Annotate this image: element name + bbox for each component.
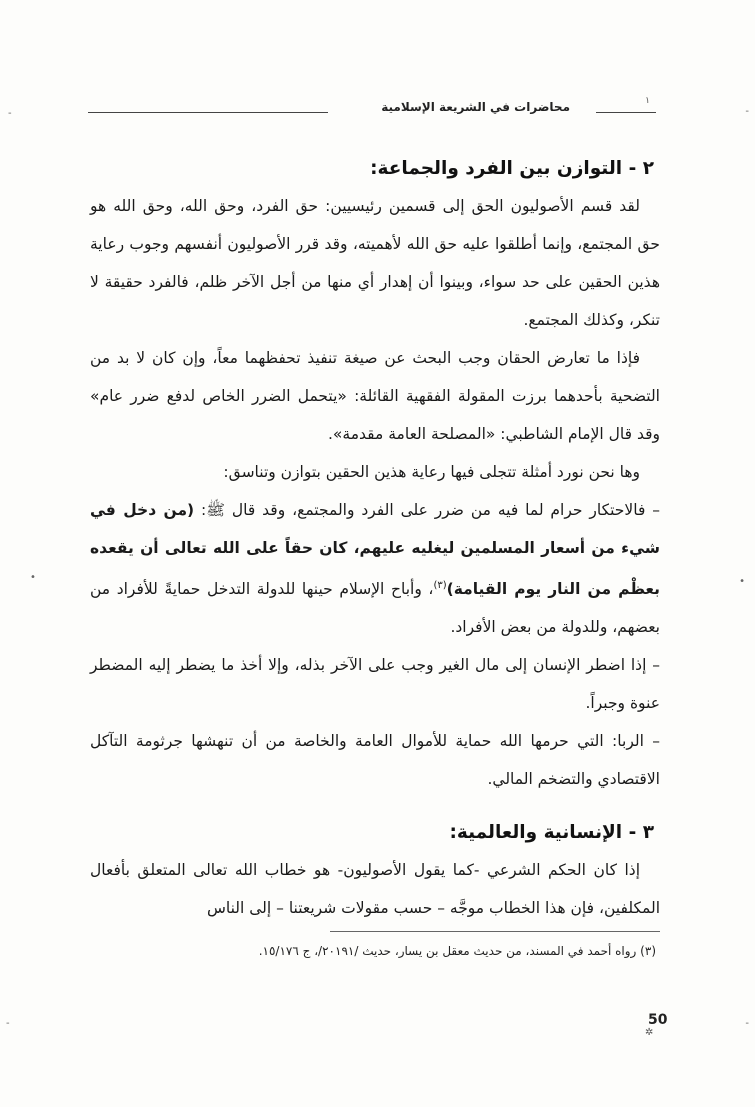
section-heading-humanity: ٣ - الإنسانية والعالمية: <box>449 822 654 844</box>
page-ornament-icon: ✲ <box>645 1027 654 1038</box>
margin-tick-icon: - <box>745 106 749 117</box>
margin-tick-icon: - <box>745 1018 749 1029</box>
margin-tick-icon: - <box>8 108 12 119</box>
paragraph-conflict: فإذا ما تعارض الحقان وجب البحث عن صيغة تنفيذ تحفظهما معاً، وإن كان لا بد من التضحية بأحدهما برزت المقولة الفقهية القائلة: «يتحمل الضرر الخاص لدفع ضرر عام» وقد قال الإمام الشاطبي: «المصلحة العامة مقدمة». <box>90 349 660 443</box>
header-rule-right <box>596 112 656 113</box>
page-body <box>90 158 660 927</box>
list-item-usury: – الربا: التي حرمها الله حماية للأموال العامة والخاصة من أن تنهشها جرثومة التآكل الاقتصادي والتضخم المالي. <box>90 732 660 789</box>
paragraph-universal: إذا كان الحكم الشرعي -كما يقول الأصوليون- هو خطاب الله تعالى المتعلق بأفعال المكلفين، فإن هذا الخطاب موجَّه – حسب مقولات شريعتنا – إلى الناس <box>90 861 660 918</box>
margin-tick-icon: • <box>30 572 36 583</box>
footnote: (٣) رواه أحمد في المسند، من حديث معقل بن يسار، حديث /٢٠١٩١/، ج ١٥/١٧٦. <box>258 944 656 958</box>
margin-tick-icon: • <box>739 576 745 587</box>
paragraph-examples-intro: وها نحن نورد أمثلة تتجلى فيها رعاية هذين الحقين بتوازن وتناسق: <box>223 463 640 481</box>
margin-tick-icon: - <box>6 1018 10 1029</box>
list-item-monopoly <box>90 491 660 646</box>
section-heading-balance: ٢ - التوازن بين الفرد والجماعة: <box>370 158 654 179</box>
monopoly-text: – فالاحتكار حرام لما فيه من ضرر على الفرد والمجتمع، وقد قال ﷺ: <box>194 501 661 519</box>
page-number: 50 <box>648 1012 668 1028</box>
paragraph-rights: لقد قسم الأصوليون الحق إلى قسمين رئيسيين: حق الفرد، وحق الله، وحق الله هو حق المجتمع، وإنما أطلقوا عليه حق الله لأهميته، وقد قرر الأصوليون أنفسهم وجوب رعاية هذين الحقين على حد سواء، وبينوا أن إهدار أي منها من أجل الآخر ظلم، فالفرد حقيقة لا تنكر، وكذلك المجتمع. <box>90 197 660 329</box>
list-item-necessity: – إذا اضطر الإنسان إلى مال الغير وجب على الآخر بذله، وإلا أخذ ما يضطر إليه المضطر عنوة وجبراً. <box>90 656 660 713</box>
book-title: محاضرات في الشريعة الإسلامية <box>381 100 570 114</box>
header-mark: ١ <box>645 96 650 106</box>
footnote-divider <box>330 931 660 932</box>
monopoly-text-after: ، وأباح الإسلام حينها للدولة التدخل حمايةً للأفراد من بعضهم، وللدولة من بعض الأفراد. <box>90 580 660 637</box>
hadith-quote: (من دخل في شيء من أسعار المسلمين ليغليه عليهم، كان حقاً على الله تعالى أن يقعده بعظْم من النار يوم القيامة) <box>90 501 660 599</box>
running-header <box>88 96 656 118</box>
footnote-ref: (٣) <box>433 580 447 591</box>
header-rule-left <box>88 112 328 113</box>
